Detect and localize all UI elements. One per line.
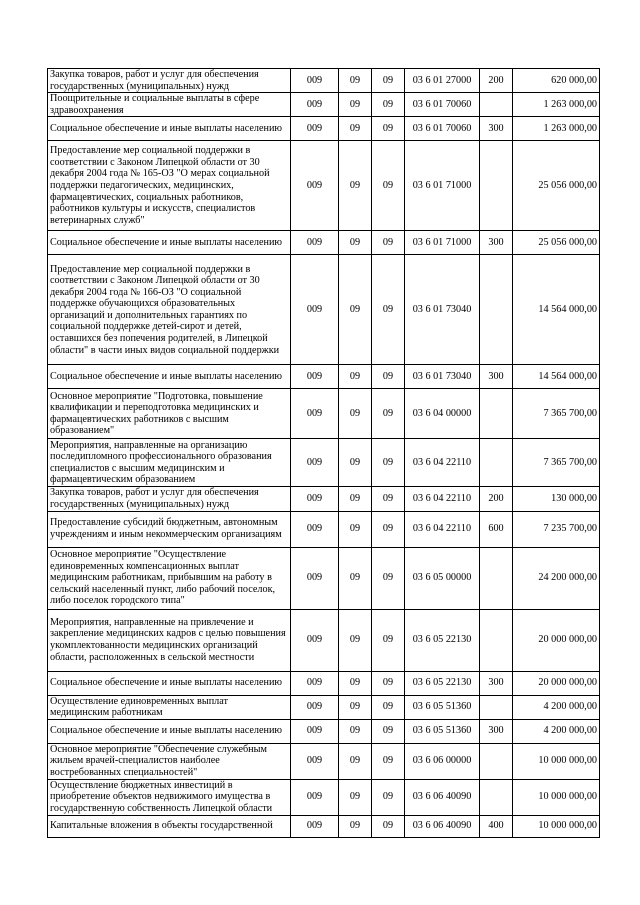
row-amount: 7 235 700,00 [513,511,600,547]
row-ministry-code: 009 [291,671,339,695]
row-subsection-code: 09 [372,69,405,93]
row-ministry-code: 009 [291,609,339,671]
row-name: Поощрительные и социальные выплаты в сфере здравоохранения [48,93,291,117]
table-row [48,743,600,779]
row-section-code: 09 [339,695,372,719]
row-section-code: 09 [339,719,372,743]
row-ministry-code: 009 [291,231,339,255]
row-expense-type: 300 [480,231,513,255]
row-amount: 1 263 000,00 [513,117,600,141]
row-amount: 10 000 000,00 [513,743,600,779]
table-row [48,695,600,719]
row-name: Предоставление мер социальной поддержки в соответствии с Законом Липецкой области от 30 декабря 2004 года № 166-ОЗ "О социальной поддержке обучающихся образовательных организаций и дополнительных гарантиях по социальной поддержке детей-сирот и детей, оставшихся без попечения родителей, в Липецкой области" в части иных видов социальной поддержки [48,255,291,365]
row-expense-type: 300 [480,117,513,141]
row-subsection-code: 09 [372,93,405,117]
row-amount: 24 200 000,00 [513,547,600,609]
table-row [48,141,600,231]
table-row [48,231,600,255]
table-row [48,815,600,837]
row-target-article: 03 6 04 22110 [405,511,480,547]
row-subsection-code: 09 [372,117,405,141]
row-target-article: 03 6 06 40090 [405,815,480,837]
row-target-article: 03 6 04 00000 [405,389,480,439]
row-subsection-code: 09 [372,815,405,837]
table-row [48,117,600,141]
row-target-article: 03 6 01 73040 [405,255,480,365]
table-row [48,547,600,609]
row-expense-type [480,439,513,487]
row-subsection-code: 09 [372,547,405,609]
row-section-code: 09 [339,511,372,547]
row-amount: 10 000 000,00 [513,815,600,837]
row-section-code: 09 [339,547,372,609]
row-target-article: 03 6 01 71000 [405,141,480,231]
table-row [48,511,600,547]
row-target-article: 03 6 01 71000 [405,231,480,255]
row-subsection-code: 09 [372,439,405,487]
row-name: Мероприятия, направленные на организацию последипломного профессионального образования специалистов с высшим медицинским и фармацевтическим образованием [48,439,291,487]
row-section-code: 09 [339,231,372,255]
row-expense-type [480,609,513,671]
row-amount: 20 000 000,00 [513,609,600,671]
row-target-article: 03 6 05 00000 [405,547,480,609]
row-ministry-code: 009 [291,487,339,511]
row-section-code: 09 [339,69,372,93]
row-name: Мероприятия, направленные на привлечение и закрепление медицинских кадров с целью повышения укомплектованности медицинских организаций области, расположенных в сельской местности [48,609,291,671]
row-expense-type: 400 [480,815,513,837]
row-section-code: 09 [339,487,372,511]
row-ministry-code: 009 [291,779,339,815]
row-section-code: 09 [339,743,372,779]
row-name: Основное мероприятие "Осуществление единовременных компенсационных выплат медицинским работникам, прибывшим на работу в сельский населенный пункт, либо рабочий поселок, либо поселок городского типа" [48,547,291,609]
row-subsection-code: 09 [372,671,405,695]
row-name: Социальное обеспечение и иные выплаты населению [48,117,291,141]
row-name: Предоставление субсидий бюджетным, автономным учреждениям и иным некоммерческим организациям [48,511,291,547]
row-name: Социальное обеспечение и иные выплаты населению [48,719,291,743]
row-subsection-code: 09 [372,743,405,779]
row-target-article: 03 6 05 51360 [405,695,480,719]
row-amount: 130 000,00 [513,487,600,511]
row-target-article: 03 6 04 22110 [405,487,480,511]
row-expense-type [480,255,513,365]
row-target-article: 03 6 06 00000 [405,743,480,779]
row-section-code: 09 [339,671,372,695]
table-row [48,439,600,487]
row-section-code: 09 [339,365,372,389]
row-amount: 14 564 000,00 [513,365,600,389]
row-section-code: 09 [339,117,372,141]
table-row [48,719,600,743]
row-expense-type: 200 [480,69,513,93]
row-amount: 1 263 000,00 [513,93,600,117]
row-section-code: 09 [339,389,372,439]
row-ministry-code: 009 [291,141,339,231]
row-name: Основное мероприятие "Обеспечение служебным жильем врачей-специалистов наиболее востребованных специальностей" [48,743,291,779]
row-expense-type [480,547,513,609]
row-expense-type [480,779,513,815]
row-section-code: 09 [339,141,372,231]
row-section-code: 09 [339,609,372,671]
budget-table [47,68,600,838]
row-ministry-code: 009 [291,117,339,141]
row-target-article: 03 6 04 22110 [405,439,480,487]
row-subsection-code: 09 [372,609,405,671]
row-target-article: 03 6 01 70060 [405,93,480,117]
row-target-article: 03 6 05 22130 [405,671,480,695]
budget-table-body [48,69,600,838]
row-subsection-code: 09 [372,141,405,231]
table-row [48,255,600,365]
row-ministry-code: 009 [291,365,339,389]
row-subsection-code: 09 [372,231,405,255]
row-expense-type: 200 [480,487,513,511]
row-ministry-code: 009 [291,511,339,547]
row-subsection-code: 09 [372,389,405,439]
row-subsection-code: 09 [372,695,405,719]
row-amount: 4 200 000,00 [513,695,600,719]
row-amount: 7 365 700,00 [513,389,600,439]
row-section-code: 09 [339,815,372,837]
row-target-article: 03 6 05 22130 [405,609,480,671]
row-ministry-code: 009 [291,695,339,719]
row-amount: 4 200 000,00 [513,719,600,743]
row-name: Осуществление единовременных выплат медицинским работникам [48,695,291,719]
row-ministry-code: 009 [291,255,339,365]
row-amount: 25 056 000,00 [513,141,600,231]
row-amount: 7 365 700,00 [513,439,600,487]
row-ministry-code: 009 [291,93,339,117]
row-name: Основное мероприятие "Подготовка, повышение квалификации и переподготовка медицинских и фармацевтических работников с высшим образованием" [48,389,291,439]
row-subsection-code: 09 [372,487,405,511]
row-subsection-code: 09 [372,779,405,815]
table-row [48,671,600,695]
row-subsection-code: 09 [372,365,405,389]
row-expense-type [480,389,513,439]
row-expense-type: 300 [480,671,513,695]
row-name: Предоставление мер социальной поддержки в соответствии с Законом Липецкой области от 30 декабря 2004 года № 165-ОЗ "О мерах социальной поддержки педагогических, медицинских, фармацевтических, социальных работников, работников культуры и искусств, специалистов ветеринарных служб" [48,141,291,231]
row-name: Социальное обеспечение и иные выплаты населению [48,365,291,389]
row-target-article: 03 6 06 40090 [405,779,480,815]
row-ministry-code: 009 [291,389,339,439]
row-expense-type [480,695,513,719]
row-expense-type [480,743,513,779]
table-row [48,365,600,389]
row-amount: 10 000 000,00 [513,779,600,815]
row-ministry-code: 009 [291,69,339,93]
table-row [48,779,600,815]
table-row [48,93,600,117]
row-section-code: 09 [339,255,372,365]
row-name: Социальное обеспечение и иные выплаты населению [48,671,291,695]
row-amount: 14 564 000,00 [513,255,600,365]
row-expense-type [480,141,513,231]
row-section-code: 09 [339,93,372,117]
row-expense-type [480,93,513,117]
row-section-code: 09 [339,779,372,815]
row-ministry-code: 009 [291,547,339,609]
row-ministry-code: 009 [291,719,339,743]
row-ministry-code: 009 [291,439,339,487]
row-name: Закупка товаров, работ и услуг для обеспечения государственных (муниципальных) нужд [48,69,291,93]
row-target-article: 03 6 01 27000 [405,69,480,93]
row-ministry-code: 009 [291,743,339,779]
row-section-code: 09 [339,439,372,487]
row-target-article: 03 6 01 70060 [405,117,480,141]
row-amount: 25 056 000,00 [513,231,600,255]
row-expense-type: 600 [480,511,513,547]
table-row [48,487,600,511]
table-row [48,389,600,439]
row-name: Капитальные вложения в объекты государственной [48,815,291,837]
row-target-article: 03 6 01 73040 [405,365,480,389]
row-ministry-code: 009 [291,815,339,837]
row-subsection-code: 09 [372,255,405,365]
row-name: Закупка товаров, работ и услуг для обеспечения государственных (муниципальных) нужд [48,487,291,511]
row-expense-type: 300 [480,365,513,389]
table-row [48,69,600,93]
row-name: Осуществление бюджетных инвестиций в приобретение объектов недвижимого имущества в государственную собственность Липецкой области [48,779,291,815]
row-target-article: 03 6 05 51360 [405,719,480,743]
row-name: Социальное обеспечение и иные выплаты населению [48,231,291,255]
table-row [48,609,600,671]
row-amount: 20 000 000,00 [513,671,600,695]
row-subsection-code: 09 [372,719,405,743]
row-amount: 620 000,00 [513,69,600,93]
row-subsection-code: 09 [372,511,405,547]
row-expense-type: 300 [480,719,513,743]
